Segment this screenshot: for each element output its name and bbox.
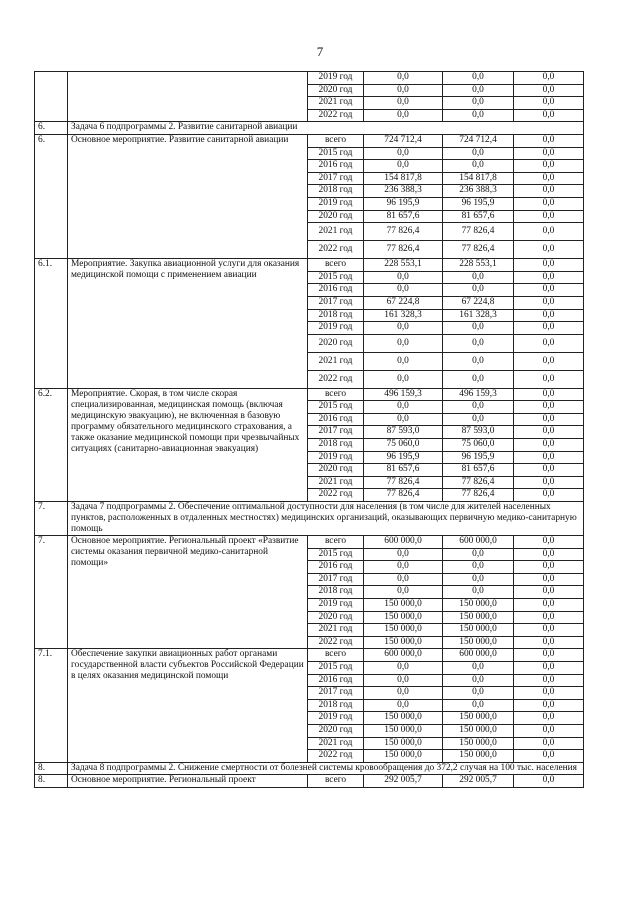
source-value: 77 826,4 bbox=[443, 223, 514, 241]
task-title: Задача 8 подпрограммы 2. Снижение смертности от болезней системы кровообращения до 372,2 случая на 100 тыс. населения bbox=[68, 762, 584, 775]
source-value: 0,0 bbox=[443, 687, 514, 700]
total-value: 292 005,7 bbox=[364, 775, 443, 788]
source-value: 96 195,9 bbox=[443, 451, 514, 464]
source-value: 0,0 bbox=[443, 352, 514, 370]
source-value: 0,0 bbox=[443, 370, 514, 388]
source-value: 150 000,0 bbox=[443, 750, 514, 763]
source-value: 77 826,4 bbox=[443, 476, 514, 489]
period-cell: всего bbox=[308, 259, 364, 272]
total-value: 96 195,9 bbox=[364, 451, 443, 464]
item-description: Основное мероприятие. Региональный проект «Развитие системы оказания первичной медико-санитарной помощи» bbox=[68, 536, 308, 649]
other-value: 0,0 bbox=[514, 259, 584, 272]
period-cell: 2019 год bbox=[308, 72, 364, 85]
other-value: 0,0 bbox=[514, 413, 584, 426]
other-value: 0,0 bbox=[514, 775, 584, 788]
item-description: Основное мероприятие. Региональный проект bbox=[68, 775, 308, 788]
source-value: 77 826,4 bbox=[443, 241, 514, 259]
total-value: 77 826,4 bbox=[364, 223, 443, 241]
period-cell: всего bbox=[308, 536, 364, 549]
period-cell: 2020 год bbox=[308, 84, 364, 97]
item-description: Основное мероприятие. Развитие санитарной авиации bbox=[68, 134, 308, 258]
total-value: 0,0 bbox=[364, 687, 443, 700]
period-cell: 2019 год bbox=[308, 712, 364, 725]
total-value: 77 826,4 bbox=[364, 489, 443, 502]
task-row bbox=[35, 122, 584, 135]
source-value: 0,0 bbox=[443, 334, 514, 352]
source-value: 228 553,1 bbox=[443, 259, 514, 272]
total-value: 77 826,4 bbox=[364, 241, 443, 259]
source-value: 0,0 bbox=[443, 72, 514, 85]
total-value: 81 657,6 bbox=[364, 464, 443, 477]
funding-table-body bbox=[35, 72, 584, 788]
period-cell: 2022 год bbox=[308, 241, 364, 259]
other-value: 0,0 bbox=[514, 210, 584, 223]
other-value: 0,0 bbox=[514, 296, 584, 309]
period-cell: 2017 год bbox=[308, 172, 364, 185]
period-cell: 2016 год bbox=[308, 160, 364, 173]
source-value: 0,0 bbox=[443, 573, 514, 586]
period-cell: 2020 год bbox=[308, 334, 364, 352]
total-value: 228 553,1 bbox=[364, 259, 443, 272]
source-value: 0,0 bbox=[443, 674, 514, 687]
period-cell: 2016 год bbox=[308, 284, 364, 297]
other-value: 0,0 bbox=[514, 426, 584, 439]
other-value: 0,0 bbox=[514, 197, 584, 210]
source-value: 0,0 bbox=[443, 413, 514, 426]
other-value: 0,0 bbox=[514, 464, 584, 477]
total-value: 67 224,8 bbox=[364, 296, 443, 309]
total-value: 496 159,3 bbox=[364, 388, 443, 401]
item-number: 7. bbox=[35, 536, 68, 649]
source-value: 0,0 bbox=[443, 699, 514, 712]
source-value: 0,0 bbox=[443, 561, 514, 574]
total-value: 0,0 bbox=[364, 352, 443, 370]
other-value: 0,0 bbox=[514, 223, 584, 241]
other-value: 0,0 bbox=[514, 712, 584, 725]
total-value: 0,0 bbox=[364, 334, 443, 352]
other-value: 0,0 bbox=[514, 134, 584, 147]
other-value: 0,0 bbox=[514, 548, 584, 561]
table-row bbox=[35, 259, 584, 272]
period-cell: 2020 год bbox=[308, 464, 364, 477]
source-value: 75 060,0 bbox=[443, 439, 514, 452]
other-value: 0,0 bbox=[514, 160, 584, 173]
table-row bbox=[35, 775, 584, 788]
other-value: 0,0 bbox=[514, 750, 584, 763]
other-value: 0,0 bbox=[514, 451, 584, 464]
source-value: 150 000,0 bbox=[443, 712, 514, 725]
period-cell: 2015 год bbox=[308, 271, 364, 284]
period-cell: 2019 год bbox=[308, 599, 364, 612]
source-value: 0,0 bbox=[443, 97, 514, 110]
source-value: 150 000,0 bbox=[443, 599, 514, 612]
total-value: 161 328,3 bbox=[364, 309, 443, 322]
other-value: 0,0 bbox=[514, 661, 584, 674]
total-value: 150 000,0 bbox=[364, 611, 443, 624]
item-number: 7.1. bbox=[35, 649, 68, 762]
total-value: 150 000,0 bbox=[364, 712, 443, 725]
task-number: 7. bbox=[35, 502, 68, 536]
other-value: 0,0 bbox=[514, 624, 584, 637]
period-cell: 2022 год bbox=[308, 489, 364, 502]
source-value: 0,0 bbox=[443, 322, 514, 335]
total-value: 0,0 bbox=[364, 573, 443, 586]
total-value: 81 657,6 bbox=[364, 210, 443, 223]
other-value: 0,0 bbox=[514, 334, 584, 352]
total-value: 87 593,0 bbox=[364, 426, 443, 439]
source-value: 0,0 bbox=[443, 160, 514, 173]
period-cell: 2015 год bbox=[308, 147, 364, 160]
total-value: 600 000,0 bbox=[364, 649, 443, 662]
source-value: 496 159,3 bbox=[443, 388, 514, 401]
source-value: 0,0 bbox=[443, 109, 514, 122]
item-description: Обеспечение закупки авиационных работ органами государственной власти субъектов Российской Федерации в целях оказания медицинской помощи bbox=[68, 649, 308, 762]
task-title: Задача 7 подпрограммы 2. Обеспечение оптимальной доступности для населения (в том числе для жителей населенных пунктов, расположенных в отдаленных местностях) медицинских организаций, оказывающих первичную медико-санитарную помощь bbox=[68, 502, 584, 536]
period-cell: 2015 год bbox=[308, 401, 364, 414]
period-cell: 2020 год bbox=[308, 724, 364, 737]
other-value: 0,0 bbox=[514, 284, 584, 297]
item-number: 6. bbox=[35, 134, 68, 258]
total-value: 150 000,0 bbox=[364, 624, 443, 637]
total-value: 150 000,0 bbox=[364, 724, 443, 737]
other-value: 0,0 bbox=[514, 271, 584, 284]
other-value: 0,0 bbox=[514, 172, 584, 185]
period-cell: 2021 год bbox=[308, 476, 364, 489]
other-value: 0,0 bbox=[514, 388, 584, 401]
total-value: 0,0 bbox=[364, 284, 443, 297]
other-value: 0,0 bbox=[514, 599, 584, 612]
other-value: 0,0 bbox=[514, 322, 584, 335]
source-value: 600 000,0 bbox=[443, 536, 514, 549]
source-value: 161 328,3 bbox=[443, 309, 514, 322]
source-value: 81 657,6 bbox=[443, 464, 514, 477]
source-value: 236 388,3 bbox=[443, 185, 514, 198]
total-value: 96 195,9 bbox=[364, 197, 443, 210]
period-cell: 2022 год bbox=[308, 370, 364, 388]
other-value: 0,0 bbox=[514, 476, 584, 489]
source-value: 67 224,8 bbox=[443, 296, 514, 309]
total-value: 77 826,4 bbox=[364, 476, 443, 489]
other-value: 0,0 bbox=[514, 737, 584, 750]
total-value: 724 712,4 bbox=[364, 134, 443, 147]
other-value: 0,0 bbox=[514, 352, 584, 370]
other-value: 0,0 bbox=[514, 97, 584, 110]
total-value: 0,0 bbox=[364, 72, 443, 85]
other-value: 0,0 bbox=[514, 309, 584, 322]
source-value: 600 000,0 bbox=[443, 649, 514, 662]
page-number: 7 bbox=[316, 44, 324, 59]
other-value: 0,0 bbox=[514, 649, 584, 662]
period-cell: 2017 год bbox=[308, 573, 364, 586]
other-value: 0,0 bbox=[514, 611, 584, 624]
other-value: 0,0 bbox=[514, 636, 584, 649]
total-value: 0,0 bbox=[364, 699, 443, 712]
other-value: 0,0 bbox=[514, 536, 584, 549]
source-value: 150 000,0 bbox=[443, 624, 514, 637]
other-value: 0,0 bbox=[514, 674, 584, 687]
total-value: 0,0 bbox=[364, 548, 443, 561]
period-cell: всего bbox=[308, 388, 364, 401]
source-value: 81 657,6 bbox=[443, 210, 514, 223]
other-value: 0,0 bbox=[514, 699, 584, 712]
table-row bbox=[35, 72, 584, 85]
total-value: 0,0 bbox=[364, 674, 443, 687]
period-cell: 2021 год bbox=[308, 352, 364, 370]
period-cell: 2016 год bbox=[308, 413, 364, 426]
item-description: Мероприятие. Закупка авиационной услуги для оказания медицинской помощи с применением авиации bbox=[68, 259, 308, 389]
source-value: 0,0 bbox=[443, 84, 514, 97]
period-cell: 2020 год bbox=[308, 611, 364, 624]
item-description: Мероприятие. Скорая, в том числе скорая специализированная, медицинская помощь (включая медицинскую эвакуацию), не включенная в базовую программу обязательного медицинского страхования, а также оказание медицинской помощи при чрезвычайных ситуациях (санитарно-авиационная эвакуация) bbox=[68, 388, 308, 501]
period-cell: 2020 год bbox=[308, 210, 364, 223]
source-value: 724 712,4 bbox=[443, 134, 514, 147]
source-value: 150 000,0 bbox=[443, 724, 514, 737]
total-value: 150 000,0 bbox=[364, 737, 443, 750]
total-value: 0,0 bbox=[364, 147, 443, 160]
source-value: 292 005,7 bbox=[443, 775, 514, 788]
period-cell: 2017 год bbox=[308, 687, 364, 700]
source-value: 96 195,9 bbox=[443, 197, 514, 210]
total-value: 154 817,8 bbox=[364, 172, 443, 185]
item-number: 8. bbox=[35, 775, 68, 788]
total-value: 0,0 bbox=[364, 413, 443, 426]
other-value: 0,0 bbox=[514, 561, 584, 574]
period-cell: 2019 год bbox=[308, 451, 364, 464]
period-cell: 2015 год bbox=[308, 548, 364, 561]
total-value: 0,0 bbox=[364, 109, 443, 122]
table-row bbox=[35, 536, 584, 549]
table-row bbox=[35, 649, 584, 662]
other-value: 0,0 bbox=[514, 586, 584, 599]
task-number: 8. bbox=[35, 762, 68, 775]
source-value: 0,0 bbox=[443, 147, 514, 160]
total-value: 150 000,0 bbox=[364, 599, 443, 612]
period-cell: 2018 год bbox=[308, 439, 364, 452]
source-value: 150 000,0 bbox=[443, 636, 514, 649]
period-cell: всего bbox=[308, 775, 364, 788]
source-value: 0,0 bbox=[443, 284, 514, 297]
total-value: 0,0 bbox=[364, 370, 443, 388]
period-cell: 2017 год bbox=[308, 296, 364, 309]
period-cell: 2017 год bbox=[308, 426, 364, 439]
period-cell: 2018 год bbox=[308, 309, 364, 322]
task-row bbox=[35, 502, 584, 536]
other-value: 0,0 bbox=[514, 72, 584, 85]
task-title: Задача 6 подпрограммы 2. Развитие санитарной авиации bbox=[68, 122, 584, 135]
other-value: 0,0 bbox=[514, 724, 584, 737]
period-cell: 2022 год bbox=[308, 750, 364, 763]
other-value: 0,0 bbox=[514, 687, 584, 700]
other-value: 0,0 bbox=[514, 573, 584, 586]
total-value: 600 000,0 bbox=[364, 536, 443, 549]
task-number: 6. bbox=[35, 122, 68, 135]
source-value: 87 593,0 bbox=[443, 426, 514, 439]
total-value: 0,0 bbox=[364, 322, 443, 335]
item-number: 6.1. bbox=[35, 259, 68, 389]
period-cell: 2019 год bbox=[308, 197, 364, 210]
table-row bbox=[35, 388, 584, 401]
period-cell: 2021 год bbox=[308, 223, 364, 241]
period-cell: 2016 год bbox=[308, 561, 364, 574]
total-value: 150 000,0 bbox=[364, 636, 443, 649]
item-number: 6.2. bbox=[35, 388, 68, 501]
other-value: 0,0 bbox=[514, 109, 584, 122]
total-value: 0,0 bbox=[364, 661, 443, 674]
other-value: 0,0 bbox=[514, 241, 584, 259]
source-value: 77 826,4 bbox=[443, 489, 514, 502]
table-row bbox=[35, 134, 584, 147]
total-value: 75 060,0 bbox=[364, 439, 443, 452]
source-value: 150 000,0 bbox=[443, 611, 514, 624]
period-cell: 2022 год bbox=[308, 109, 364, 122]
total-value: 0,0 bbox=[364, 561, 443, 574]
period-cell: всего bbox=[308, 649, 364, 662]
source-value: 0,0 bbox=[443, 661, 514, 674]
period-cell: 2019 год bbox=[308, 322, 364, 335]
period-cell: всего bbox=[308, 134, 364, 147]
total-value: 0,0 bbox=[364, 160, 443, 173]
period-cell: 2015 год bbox=[308, 661, 364, 674]
other-value: 0,0 bbox=[514, 84, 584, 97]
period-cell: 2021 год bbox=[308, 624, 364, 637]
item-description bbox=[68, 72, 308, 122]
other-value: 0,0 bbox=[514, 489, 584, 502]
source-value: 0,0 bbox=[443, 401, 514, 414]
total-value: 0,0 bbox=[364, 97, 443, 110]
other-value: 0,0 bbox=[514, 439, 584, 452]
item-number bbox=[35, 72, 68, 122]
period-cell: 2021 год bbox=[308, 97, 364, 110]
funding-table bbox=[34, 71, 584, 788]
source-value: 0,0 bbox=[443, 271, 514, 284]
other-value: 0,0 bbox=[514, 185, 584, 198]
period-cell: 2016 год bbox=[308, 674, 364, 687]
total-value: 0,0 bbox=[364, 271, 443, 284]
total-value: 236 388,3 bbox=[364, 185, 443, 198]
source-value: 150 000,0 bbox=[443, 737, 514, 750]
period-cell: 2022 год bbox=[308, 636, 364, 649]
total-value: 0,0 bbox=[364, 84, 443, 97]
other-value: 0,0 bbox=[514, 401, 584, 414]
source-value: 0,0 bbox=[443, 548, 514, 561]
total-value: 150 000,0 bbox=[364, 750, 443, 763]
period-cell: 2018 год bbox=[308, 185, 364, 198]
source-value: 154 817,8 bbox=[443, 172, 514, 185]
task-row bbox=[35, 762, 584, 775]
total-value: 0,0 bbox=[364, 586, 443, 599]
period-cell: 2018 год bbox=[308, 586, 364, 599]
source-value: 0,0 bbox=[443, 586, 514, 599]
total-value: 0,0 bbox=[364, 401, 443, 414]
other-value: 0,0 bbox=[514, 147, 584, 160]
other-value: 0,0 bbox=[514, 370, 584, 388]
period-cell: 2021 год bbox=[308, 737, 364, 750]
period-cell: 2018 год bbox=[308, 699, 364, 712]
